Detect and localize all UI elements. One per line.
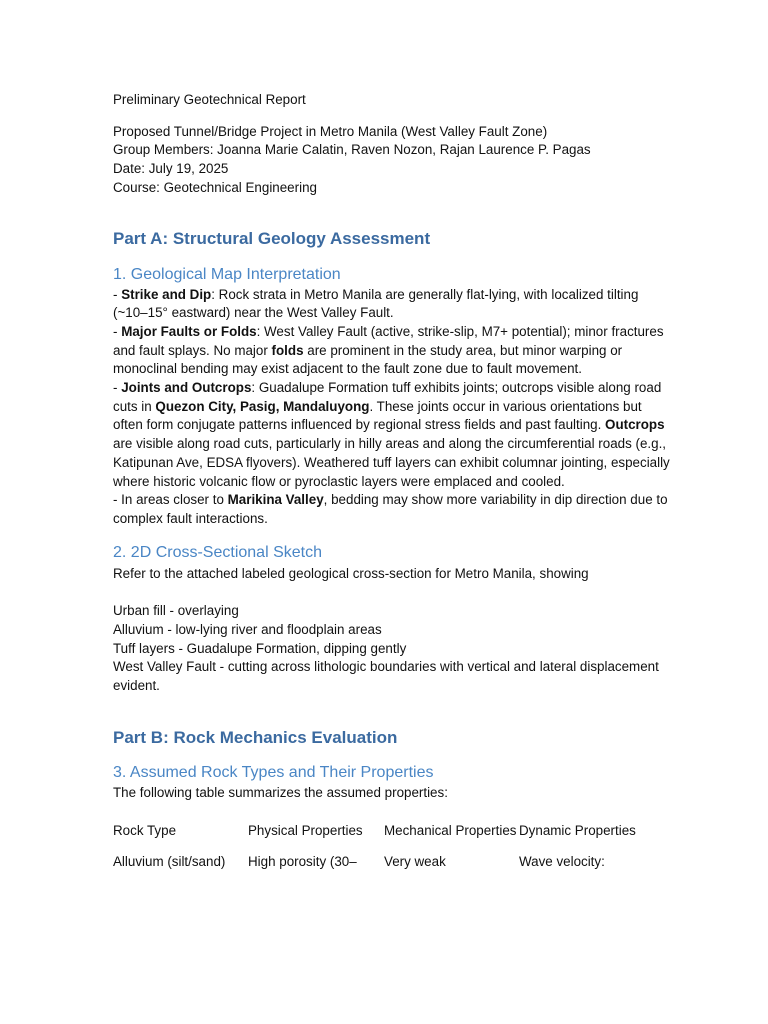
table-cell: High porosity (30– bbox=[248, 854, 357, 870]
section-1-heading: 1. Geological Map Interpretation bbox=[113, 265, 341, 283]
list-item: West Valley Fault - cutting across lithologic boundaries with vertical and lateral displacement evident. bbox=[113, 659, 659, 694]
list-item: Alluvium - low-lying river and floodplain areas bbox=[113, 622, 382, 638]
report-title: Preliminary Geotechnical Report bbox=[113, 92, 306, 107]
section-3-heading: 3. Assumed Rock Types and Their Properties bbox=[113, 763, 434, 781]
strike-dip-label: Strike and Dip bbox=[121, 286, 212, 302]
table-cell: Wave velocity: bbox=[519, 854, 605, 870]
joints-outcrops-label: Joints and Outcrops bbox=[121, 380, 252, 396]
table-cell: Alluvium (silt/sand) bbox=[113, 854, 226, 870]
faults-folds-paragraph: - Major Faults or Folds: West Valley Fault (active, strike-slip, M7+ potential); minor fractures and fault splays. No major folds are prominent in the study area, but minor warping or monoclinal bending may exist adjacent to the fault zone due to fault movement. bbox=[113, 323, 664, 377]
cross-section-intro: Refer to the attached labeled geological cross-section for Metro Manila, showing bbox=[113, 565, 589, 581]
project-line: Proposed Tunnel/Bridge Project in Metro Manila (West Valley Fault Zone) bbox=[113, 123, 548, 139]
table-header-row bbox=[113, 822, 653, 854]
column-header: Physical Properties bbox=[248, 822, 363, 838]
column-header: Mechanical Properties bbox=[384, 822, 517, 838]
list-item: Tuff layers - Guadalupe Formation, dipping gently bbox=[113, 640, 407, 656]
table-intro: The following table summarizes the assumed properties: bbox=[113, 784, 448, 800]
course-line: Course: Geotechnical Engineering bbox=[113, 179, 317, 195]
section-2-heading: 2. 2D Cross-Sectional Sketch bbox=[113, 543, 322, 561]
joints-outcrops-paragraph: - Joints and Outcrops: Guadalupe Formation tuff exhibits joints; outcrops visible along road cuts in Quezon City, Pasig, Mandaluyong. These joints occur in various orientations but often form conjugate patterns influenced by regional stress fields and past faulting. Outcrops are visible along road cuts, particularly in hilly areas and along the circumferential roads (e.g., Katipunan Ave, EDSA flyovers). Weathered tuff layers can exhibit columnar jointing, especially where historic volcanic flow or pyroclastic layers were emplaced and cooled. bbox=[113, 380, 670, 489]
date-line: Date: July 19, 2025 bbox=[113, 161, 229, 177]
part-a-heading: Part A: Structural Geology Assessment bbox=[113, 228, 431, 248]
column-header: Rock Type bbox=[113, 822, 177, 838]
faults-folds-label: Major Faults or Folds bbox=[121, 323, 257, 339]
marikina-paragraph: - In areas closer to Marikina Valley, bedding may show more variability in dip direction due to complex fault interactions. bbox=[113, 492, 668, 526]
table-row bbox=[113, 853, 653, 872]
document-page bbox=[113, 91, 673, 872]
list-item: Urban fill - overlaying bbox=[113, 603, 239, 619]
column-header: Dynamic Properties bbox=[519, 822, 636, 838]
group-members-line: Group Members: Joanna Marie Calatin, Raven Nozon, Rajan Laurence P. Pagas bbox=[113, 142, 591, 158]
rock-properties-table bbox=[113, 822, 653, 872]
strike-dip-paragraph: - Strike and Dip: Rock strata in Metro Manila are generally flat-lying, with localized tilting (~10–15° eastward) near the West Valley Fault. bbox=[113, 286, 639, 321]
table-cell: Very weak bbox=[384, 854, 446, 870]
part-b-heading: Part B: Rock Mechanics Evaluation bbox=[113, 727, 398, 747]
